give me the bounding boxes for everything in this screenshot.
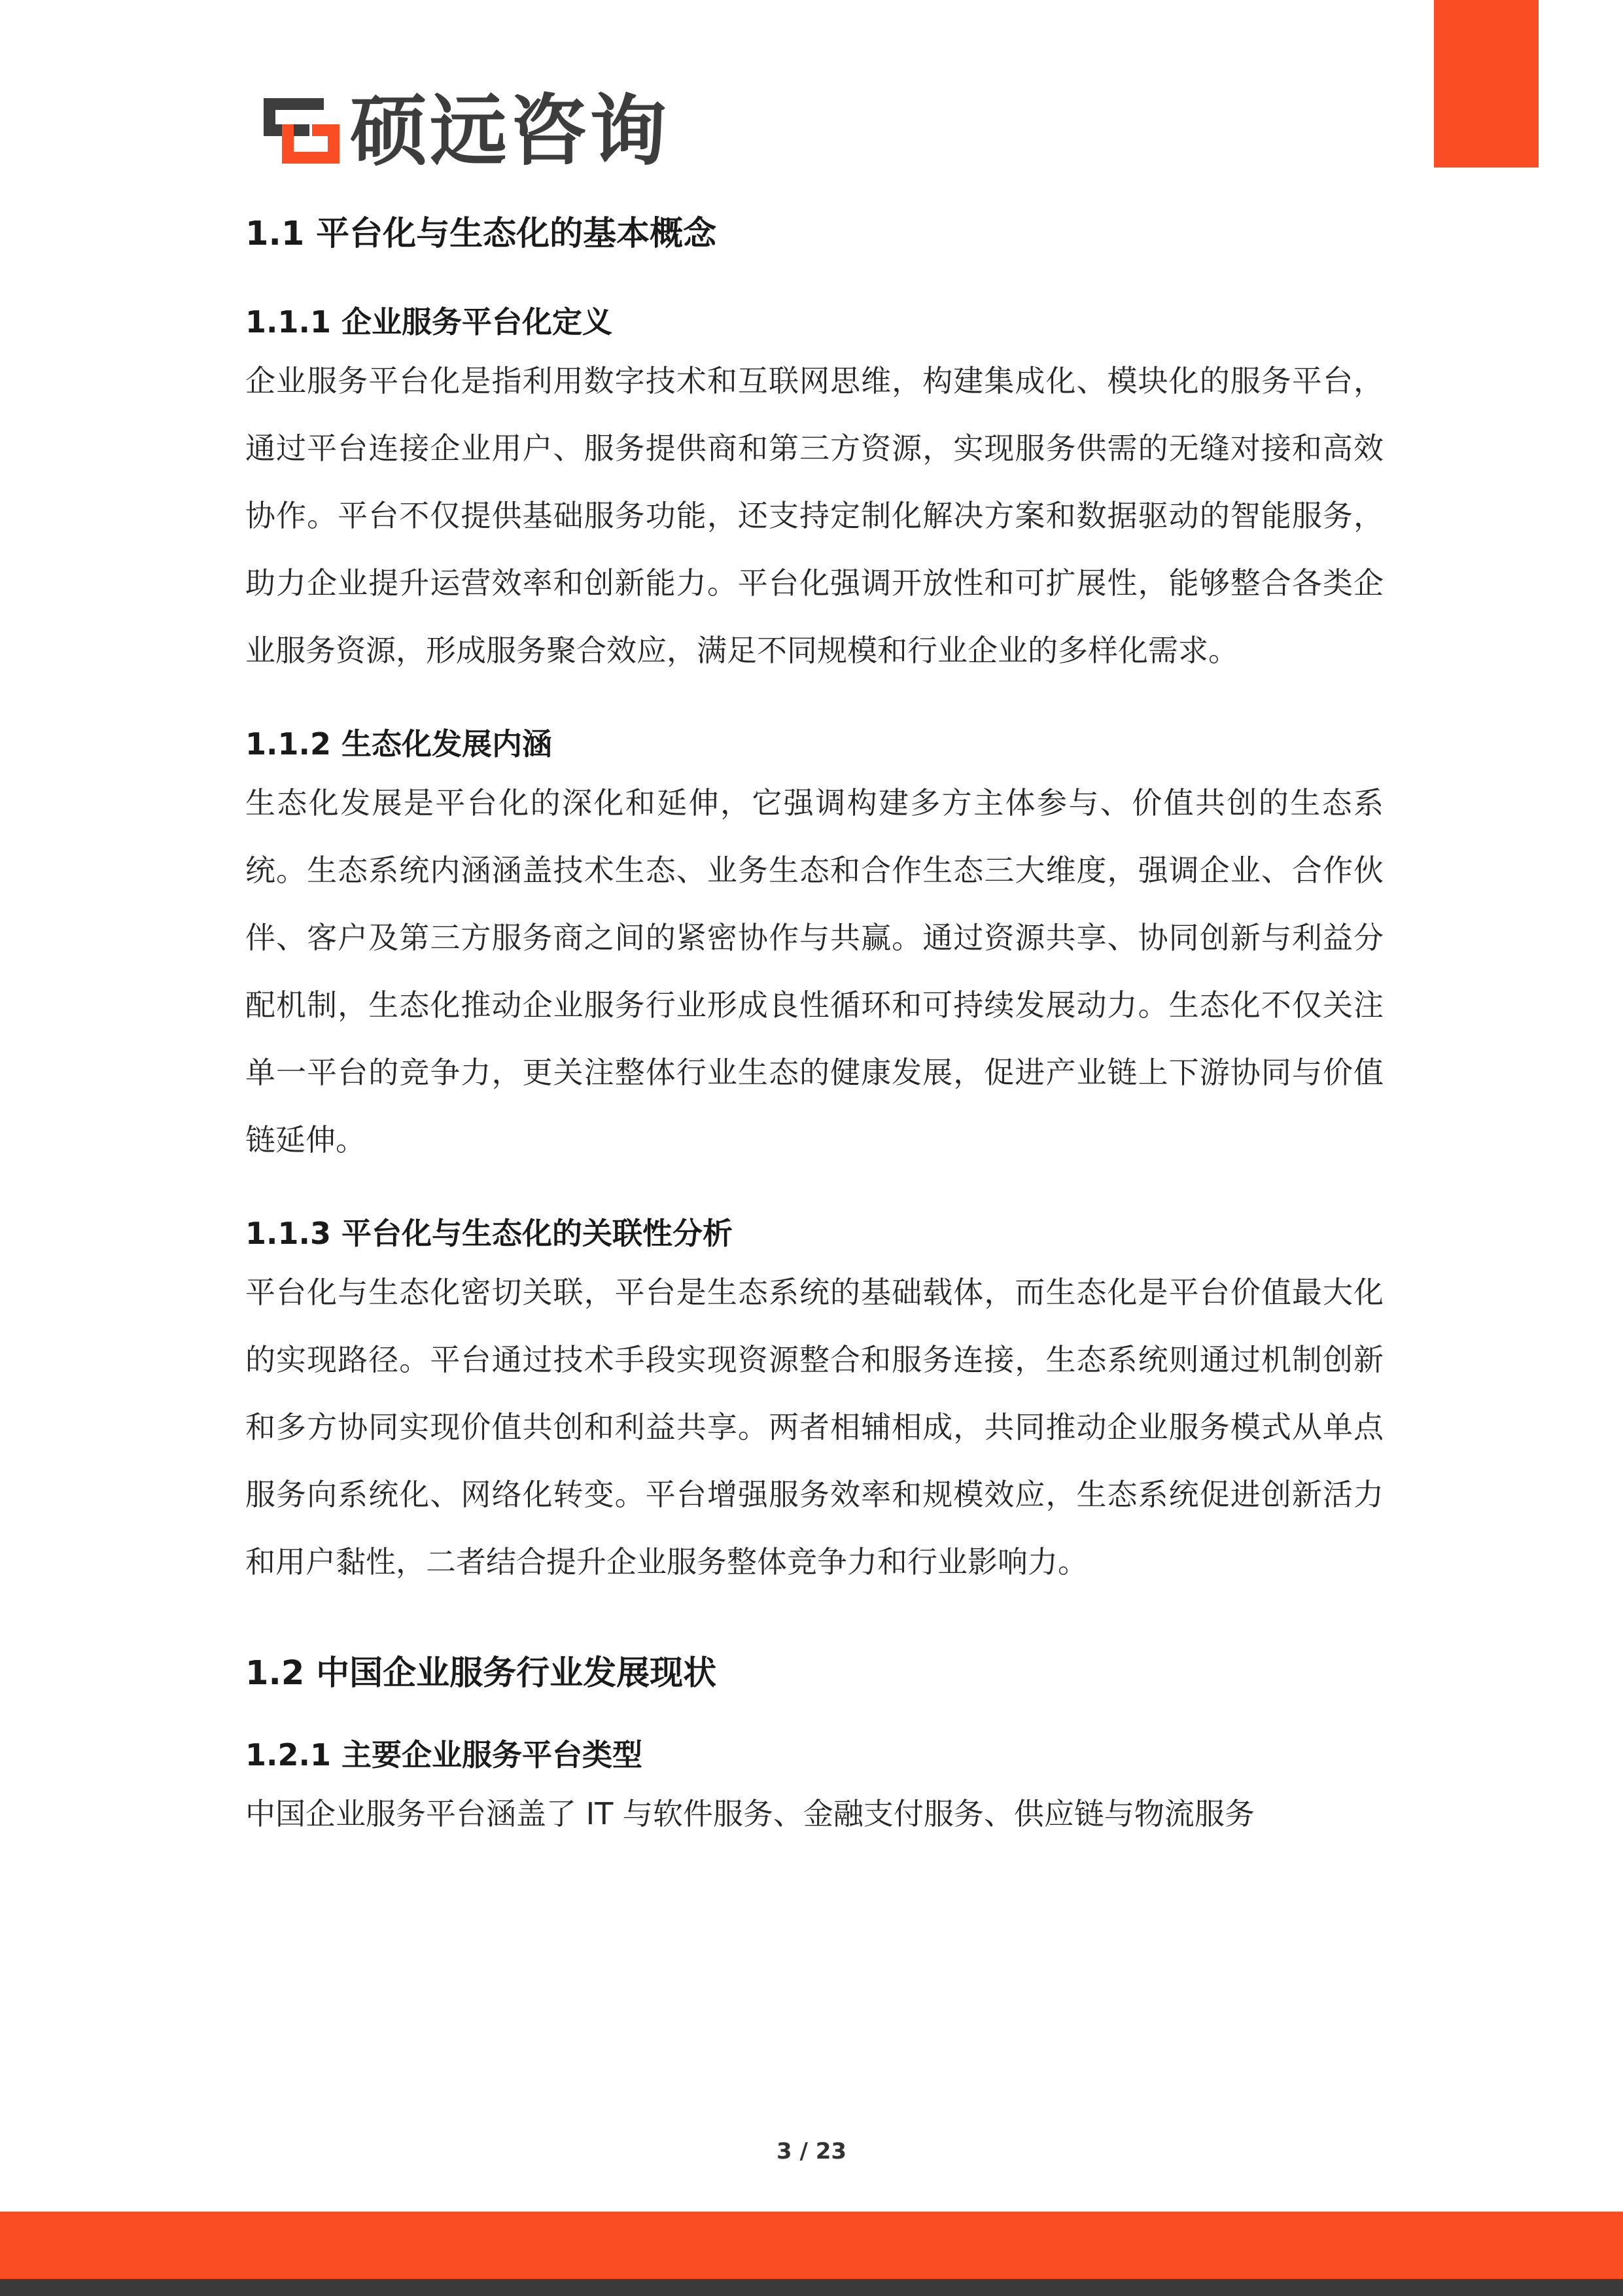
section-heading-1-1: 1.1 平台化与生态化的基本概念: [245, 215, 717, 253]
logo-mark-icon: [264, 93, 340, 169]
logo-text: 硕远咨询: [350, 86, 670, 176]
paragraph-1-1-3: 平台化与生态化密切关联，平台是生态系统的基础载体，而生态化是平台价值最大化的实现路径。平台通过技术手段实现资源整合和服务连接，生态系统则通过机制创新和多方协同实现价值共创和利益共享。两者相辅相成，共同推动企业服务模式从单点服务向系统化、网络化转变。平台增强服务效率和规模效应，生态系统促进创新活力和用户黏性，二者结合提升企业服务整体竞争力和行业影响力。: [245, 1274, 1384, 1580]
top-accent-tab: [1434, 0, 1539, 168]
subsection-heading-1-2-1: 1.2.1 主要企业服务平台类型: [245, 1737, 642, 1773]
company-logo: [264, 86, 670, 176]
subsection-heading-1-1-1: 1.1.1 企业服务平台化定义: [245, 304, 612, 340]
section-heading-1-2: 1.2 中国企业服务行业发展现状: [245, 1653, 717, 1693]
page-number: 3 / 23: [776, 2138, 847, 2164]
paragraph-1-1-1: 企业服务平台化是指利用数字技术和互联网思维，构建集成化、模块化的服务平台，通过平台连接企业用户、服务提供商和第三方资源，实现服务供需的无缝对接和高效协作。平台不仅提供基础服务功能，还支持定制化解决方案和数据驱动的智能服务，助力企业提升运营效率和创新能力。平台化强调开放性和可扩展性，能够整合各类企业服务资源，形成服务聚合效应，满足不同规模和行业企业的多样化需求。: [245, 363, 1384, 669]
paragraph-1-2-1: 中国企业服务平台涵盖了 IT 与软件服务、金融支付服务、供应链与物流服务: [245, 1795, 1255, 1831]
page-content: [245, 213, 1384, 1848]
footer-accent-bar: [0, 2212, 1623, 2279]
subsection-heading-1-1-2: 1.1.2 生态化发展内涵: [245, 726, 552, 762]
paragraph-1-1-2: 生态化发展是平台化的深化和延伸，它强调构建多方主体参与、价值共创的生态系统。生态系统内涵涵盖技术生态、业务生态和合作生态三大维度，强调企业、合作伙伴、客户及第三方服务商之间的紧密协作与共赢。通过资源共享、协同创新与利益分配机制，生态化推动企业服务行业形成良性循环和可持续发展动力。生态化不仅关注单一平台的竞争力，更关注整体行业生态的健康发展，促进产业链上下游协同与价值链延伸。: [245, 785, 1384, 1157]
subsection-heading-1-1-3: 1.1.3 平台化与生态化的关联性分析: [245, 1215, 733, 1251]
footer-dark-strip: [0, 2279, 1623, 2296]
